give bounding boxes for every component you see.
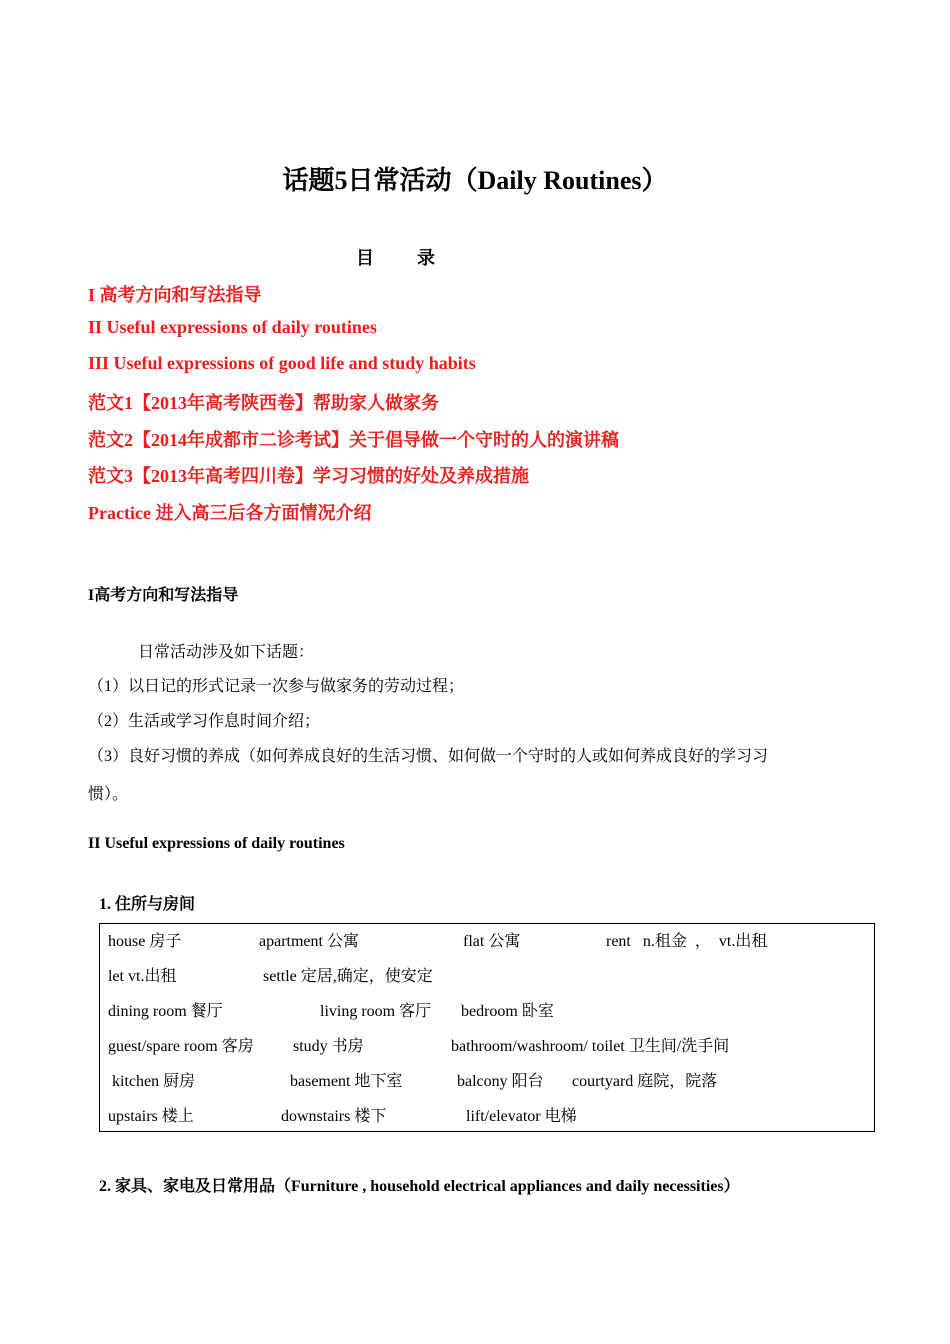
section1-item-3-cont: 惯）。 [88, 786, 129, 803]
vocab-item: kitchen 厨房 [112, 1073, 196, 1090]
toc-heading [356, 244, 437, 270]
vocab-item: let vt.出租 [108, 968, 177, 985]
vocab-item: guest/spare room 客房 [108, 1038, 254, 1055]
vocab-item: courtyard 庭院，院落 [572, 1073, 718, 1090]
toc-heading-char-2: 录 [417, 248, 437, 268]
section1-item-2: （2）生活或学习作息时间介绍； [88, 713, 321, 730]
vocab-item: living room 客厅 [320, 1003, 432, 1020]
vocab-item: apartment 公寓 [259, 933, 359, 950]
section2-heading: II Useful expressions of daily routines [88, 835, 345, 852]
vocab-item: study 书房 [293, 1038, 364, 1055]
subsection-furniture-heading: 2. 家具、家电及日常用品（Furniture , household electrical appliances and daily necessities） [99, 1178, 740, 1195]
section1-item-3: （3）良好习惯的养成（如何养成良好的生活习惯、如何做一个守时的人或如何养成良好的学习习 [88, 748, 769, 765]
toc-item-3[interactable]: III Useful expressions of good life and study habits [88, 353, 476, 373]
vocab-item: upstairs 楼上 [108, 1108, 194, 1125]
vocab-item: bedroom 卧室 [461, 1003, 554, 1020]
toc-item-5[interactable]: 范文2【2014年成都市二诊考试】关于倡导做一个守时的人的演讲稿 [88, 430, 619, 450]
toc-item-1[interactable]: I 高考方向和写法指导 [88, 285, 262, 305]
vocab-item: rent n.租金 ， vt.出租 [606, 933, 768, 950]
section1-heading: I高考方向和写法指导 [88, 587, 239, 604]
vocab-item: house 房子 [108, 933, 182, 950]
toc-item-4[interactable]: 范文1【2013年高考陕西卷】帮助家人做家务 [88, 393, 439, 413]
vocab-item: basement 地下室 [290, 1073, 403, 1090]
vocab-item: dining room 餐厅 [108, 1003, 223, 1020]
vocab-table-housing [99, 923, 875, 1132]
toc-item-6[interactable]: 范文3【2013年高考四川卷】学习习惯的好处及养成措施 [88, 466, 529, 486]
toc-item-7[interactable]: Practice 进入高三后各方面情况介绍 [88, 503, 372, 523]
document-title: 话题5日常活动（Daily Routines） [282, 166, 668, 195]
vocab-item: balcony 阳台 [457, 1073, 544, 1090]
vocab-item: bathroom/washroom/ toilet 卫生间/洗手间 [451, 1038, 730, 1055]
subsection-housing-heading: 1. 住所与房间 [99, 896, 196, 913]
vocab-item: flat 公寓 [463, 933, 521, 950]
section1-intro: 日常活动涉及如下话题： [138, 644, 315, 661]
vocab-item: lift/elevator 电梯 [466, 1108, 577, 1125]
vocab-item: downstairs 楼下 [281, 1108, 387, 1125]
toc-heading-char-1: 目 [356, 248, 376, 268]
toc-item-2[interactable]: II Useful expressions of daily routines [88, 317, 377, 337]
vocab-item: settle 定居,确定，使安定 [263, 968, 433, 985]
section1-item-1: （1）以日记的形式记录一次参与做家务的劳动过程； [88, 678, 465, 695]
